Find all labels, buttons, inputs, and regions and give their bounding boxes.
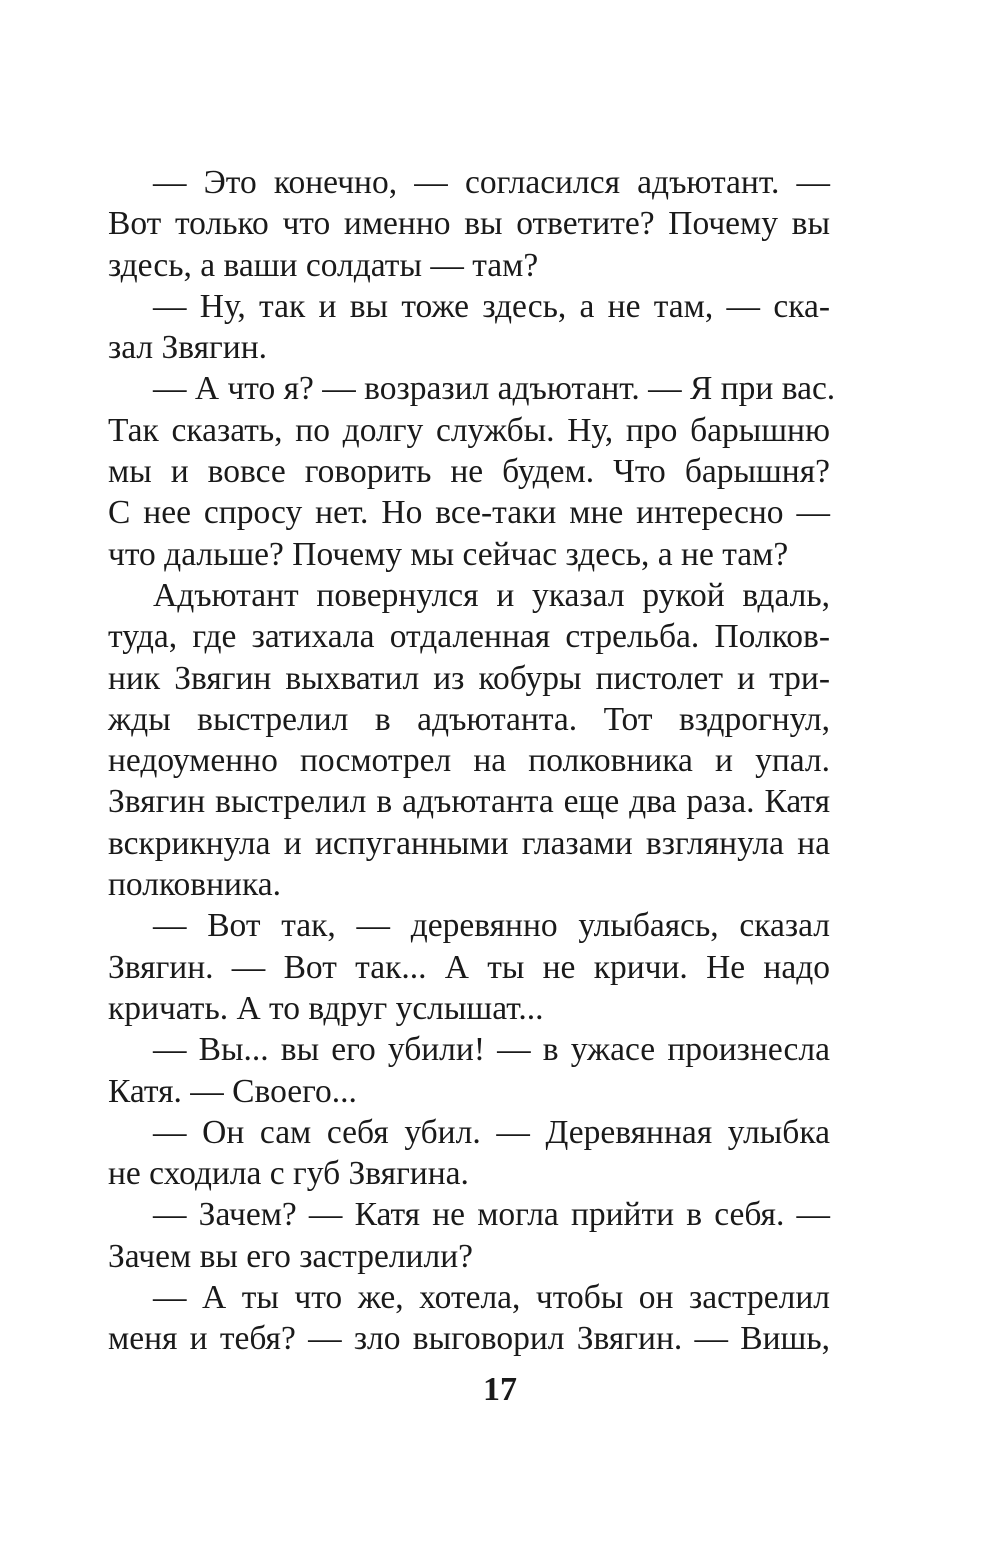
text-line: Зачем вы его застрелили? [108,1237,473,1275]
text-line: вскрикнула и испуганными глазами взглянула на [108,824,830,862]
text-line: — А ты что же, хотела, чтобы он застрелил [153,1279,830,1317]
text-line: — Ну, так и вы тоже здесь, а не там, — ска- [153,287,830,325]
text-line: жды выстрелил в адъютанта. Тот вздрогнул, [108,700,830,738]
text-line: С нее спросу нет. Но все-таки мне интересно — [108,494,830,532]
text-line: — Вы... вы его убили! — в ужасе произнесла [153,1031,830,1069]
text-line: — Вот так, — деревянно улыбаясь, сказал [153,907,830,945]
text-line: меня и тебя? — зло выговорил Звягин. — Вишь, [108,1320,830,1358]
text-line: ник Звягин выхватил из кобуры пистолет и три- [108,659,830,697]
text-line: — Он сам себя убил. — Деревянная улыбка [153,1113,830,1151]
text-line: туда, где затихала отдаленная стрельба. Полков- [108,618,830,656]
text-line: полковника. [108,866,281,904]
text-line: Вот только что именно вы ответите? Почему вы [108,205,830,243]
text-line: что дальше? Почему мы сейчас здесь, а не там? [108,535,789,573]
text-line: — Это конечно, — согласился адъютант. — [153,164,830,201]
text-line: не сходила с губ Звягина. [108,1155,469,1193]
text-line: Адъютант повернулся и указал рукой вдаль, [153,576,830,614]
text-line: Звягин. — Вот так... А ты не кричи. Не надо [108,948,830,986]
text-line: Катя. — Своего... [108,1072,357,1110]
text-line: — Зачем? — Катя не могла прийти в себя. — [153,1196,830,1234]
text-line: — А что я? — возразил адъютант. — Я при вас. [153,370,836,408]
text-line: здесь, а ваши солдаты — там? [108,246,539,284]
text-line: Так сказать, по долгу службы. Ну, про барышню [108,411,830,449]
text-line: недоуменно посмотрел на полковника и упал. [108,742,830,780]
text-line: мы и вовсе говорить не будем. Что барышня? [108,453,830,491]
text-line: зал Звягин. [108,329,268,367]
page-number: 17 [483,1371,517,1408]
text-line: Звягин выстрелил в адъютанта еще два раза. Катя [108,783,830,821]
body-text [108,162,836,1360]
text-line: кричать. А то вдруг услышат... [108,989,544,1027]
